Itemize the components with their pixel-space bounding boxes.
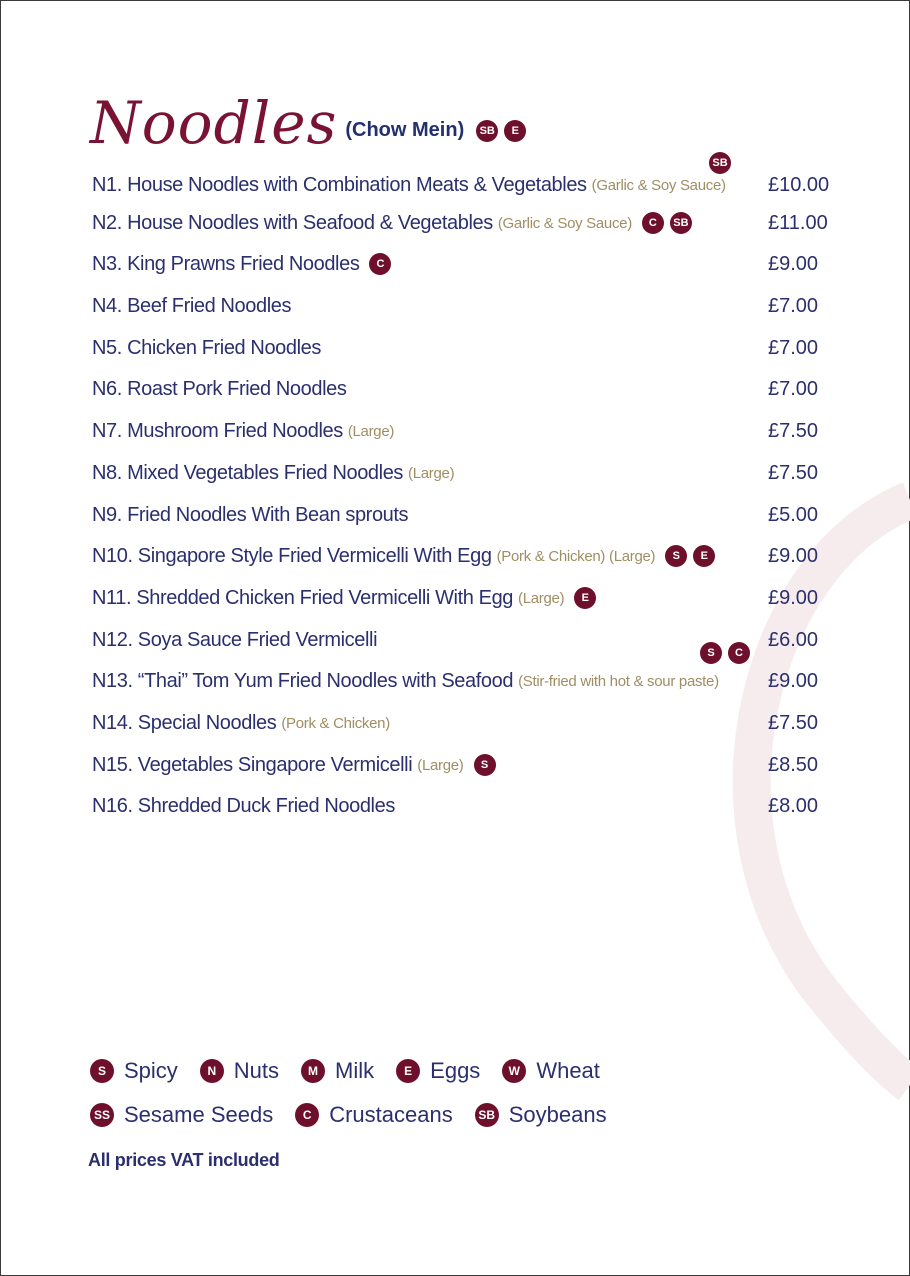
menu-item-name: N1. House Noodles with Combination Meats & Vegetables — [92, 173, 587, 196]
menu-item-allergens — [568, 587, 596, 609]
menu-item-price: £11.00 — [768, 211, 828, 234]
legend-label: Spicy — [124, 1058, 178, 1083]
menu-item-name: N11. Shredded Chicken Fried Vermicelli With Egg — [92, 586, 514, 609]
menu-item-name: N2. House Noodles with Seafood & Vegetables — [92, 211, 493, 234]
legend-item — [200, 1058, 279, 1084]
menu-item-price: £9.00 — [768, 586, 819, 609]
legend-item — [301, 1058, 374, 1084]
legend-item — [90, 1058, 178, 1084]
legend-label: Sesame Seeds — [124, 1102, 274, 1127]
legend-label: Nuts — [233, 1058, 280, 1083]
menu-item-price: £8.50 — [768, 753, 819, 776]
menu-item-allergens — [694, 642, 750, 664]
menu-item-allergens — [636, 212, 692, 234]
menu-item-price: £5.00 — [768, 503, 819, 526]
menu-item-name: N4. Beef Fried Noodles — [92, 294, 292, 317]
menu-item-price: £7.00 — [768, 294, 819, 317]
allergen-badge: E — [693, 545, 715, 567]
menu-item — [92, 249, 832, 279]
menu-item — [92, 708, 832, 738]
menu-item-allergens — [703, 152, 731, 174]
menu-item-name: N15. Vegetables Singapore Vermicelli — [92, 753, 413, 776]
menu-item-name: N10. Singapore Style Fried Vermicelli With Egg — [92, 544, 492, 567]
menu-item — [92, 416, 832, 446]
allergen-legend — [90, 1055, 690, 1143]
menu-item-price: £10.00 — [768, 173, 830, 196]
section-title: Noodles — [90, 89, 338, 157]
menu-item-name: N8. Mixed Vegetables Fried Noodles — [92, 461, 404, 484]
vat-note: All prices VAT included — [88, 1150, 280, 1170]
menu-item-name: N9. Fried Noodles With Bean sprouts — [92, 503, 409, 526]
menu-item — [92, 333, 832, 363]
section-header — [90, 72, 526, 157]
menu-item-price: £7.50 — [768, 461, 819, 484]
section-subtitle: (Chow Mein) — [345, 119, 465, 141]
allergen-badge: E — [574, 587, 596, 609]
legend-row — [90, 1055, 690, 1087]
menu-item — [92, 170, 832, 200]
allergen-badge: M — [301, 1059, 325, 1083]
menu-item-note: (Garlic & Soy Sauce) — [497, 214, 632, 232]
menu-item — [92, 583, 832, 613]
allergen-badge: SB — [709, 152, 731, 174]
legend-item — [502, 1058, 600, 1084]
menu-item-name: N12. Soya Sauce Fried Vermicelli — [92, 628, 378, 651]
menu-item-allergens — [659, 545, 715, 567]
menu-item-name: N5. Chicken Fried Noodles — [92, 336, 321, 359]
allergen-badge: SB — [670, 212, 692, 234]
menu-item-note: (Pork & Chicken) (Large) — [496, 547, 656, 565]
menu-item — [92, 500, 832, 530]
allergen-badge: C — [728, 642, 750, 664]
menu-item-price: £7.50 — [768, 419, 819, 442]
menu-item-note: (Pork & Chicken) — [281, 714, 390, 732]
menu-item-note: (Large) — [408, 464, 455, 482]
allergen-badge: SB — [476, 120, 498, 142]
menu-item-price: £8.00 — [768, 794, 819, 817]
menu-item-price: £7.50 — [768, 711, 819, 734]
legend-label: Soybeans — [508, 1102, 607, 1127]
menu-item-name: N14. Special Noodles — [92, 711, 277, 734]
menu-item — [92, 541, 832, 571]
allergen-badge: W — [502, 1059, 526, 1083]
allergen-badge: SS — [90, 1103, 114, 1127]
menu-item-name: N16. Shredded Duck Fried Noodles — [92, 794, 395, 817]
menu-item-price: £7.00 — [768, 336, 819, 359]
allergen-badge: S — [474, 754, 496, 776]
menu-item-name: N3. King Prawns Fried Noodles — [92, 252, 360, 275]
allergen-badge: C — [642, 212, 664, 234]
allergen-badge: SB — [475, 1103, 499, 1127]
legend-item — [295, 1102, 453, 1128]
legend-item — [396, 1058, 480, 1084]
menu-item-allergens — [468, 754, 496, 776]
allergen-badge: S — [700, 642, 722, 664]
legend-item — [90, 1102, 273, 1128]
menu-item-price: £9.00 — [768, 669, 819, 692]
allergen-badge: S — [90, 1059, 114, 1083]
legend-row — [90, 1099, 690, 1131]
allergen-badge: C — [295, 1103, 319, 1127]
menu-item — [92, 458, 832, 488]
menu-item-note: (Large) — [518, 589, 565, 607]
allergen-badge: E — [396, 1059, 420, 1083]
menu-item-allergens — [363, 253, 391, 275]
menu-item-note: (Large) — [347, 422, 395, 440]
menu-item — [92, 791, 832, 821]
menu-item — [92, 208, 832, 238]
menu-item-note: (Stir-fried with hot & sour paste) — [518, 672, 719, 690]
menu-item-price: £7.00 — [768, 377, 819, 400]
legend-label: Eggs — [430, 1058, 481, 1083]
allergen-badge: C — [369, 253, 391, 275]
menu-item-name: N6. Roast Pork Fried Noodles — [92, 377, 347, 400]
menu-item — [92, 291, 832, 321]
legend-item — [475, 1102, 607, 1128]
menu-item — [92, 666, 832, 696]
allergen-badge: E — [504, 120, 526, 142]
menu-item-note: (Garlic & Soy Sauce) — [591, 176, 726, 194]
legend-label: Milk — [335, 1058, 375, 1083]
legend-label: Crustaceans — [329, 1102, 453, 1127]
menu-item — [92, 374, 832, 404]
menu-item-note: (Large) — [417, 756, 464, 774]
section-allergen-badges — [470, 120, 526, 142]
legend-label: Wheat — [536, 1058, 600, 1083]
menu-item — [92, 750, 832, 780]
allergen-badge: N — [200, 1059, 224, 1083]
menu-item-name: N13. “Thai” Tom Yum Fried Noodles with Seafood — [92, 669, 514, 692]
menu-item-price: £9.00 — [768, 544, 819, 567]
menu-item-price: £6.00 — [768, 628, 819, 651]
menu-item-price: £9.00 — [768, 252, 819, 275]
menu-item-name: N7. Mushroom Fried Noodles — [92, 419, 343, 442]
allergen-badge: S — [665, 545, 687, 567]
